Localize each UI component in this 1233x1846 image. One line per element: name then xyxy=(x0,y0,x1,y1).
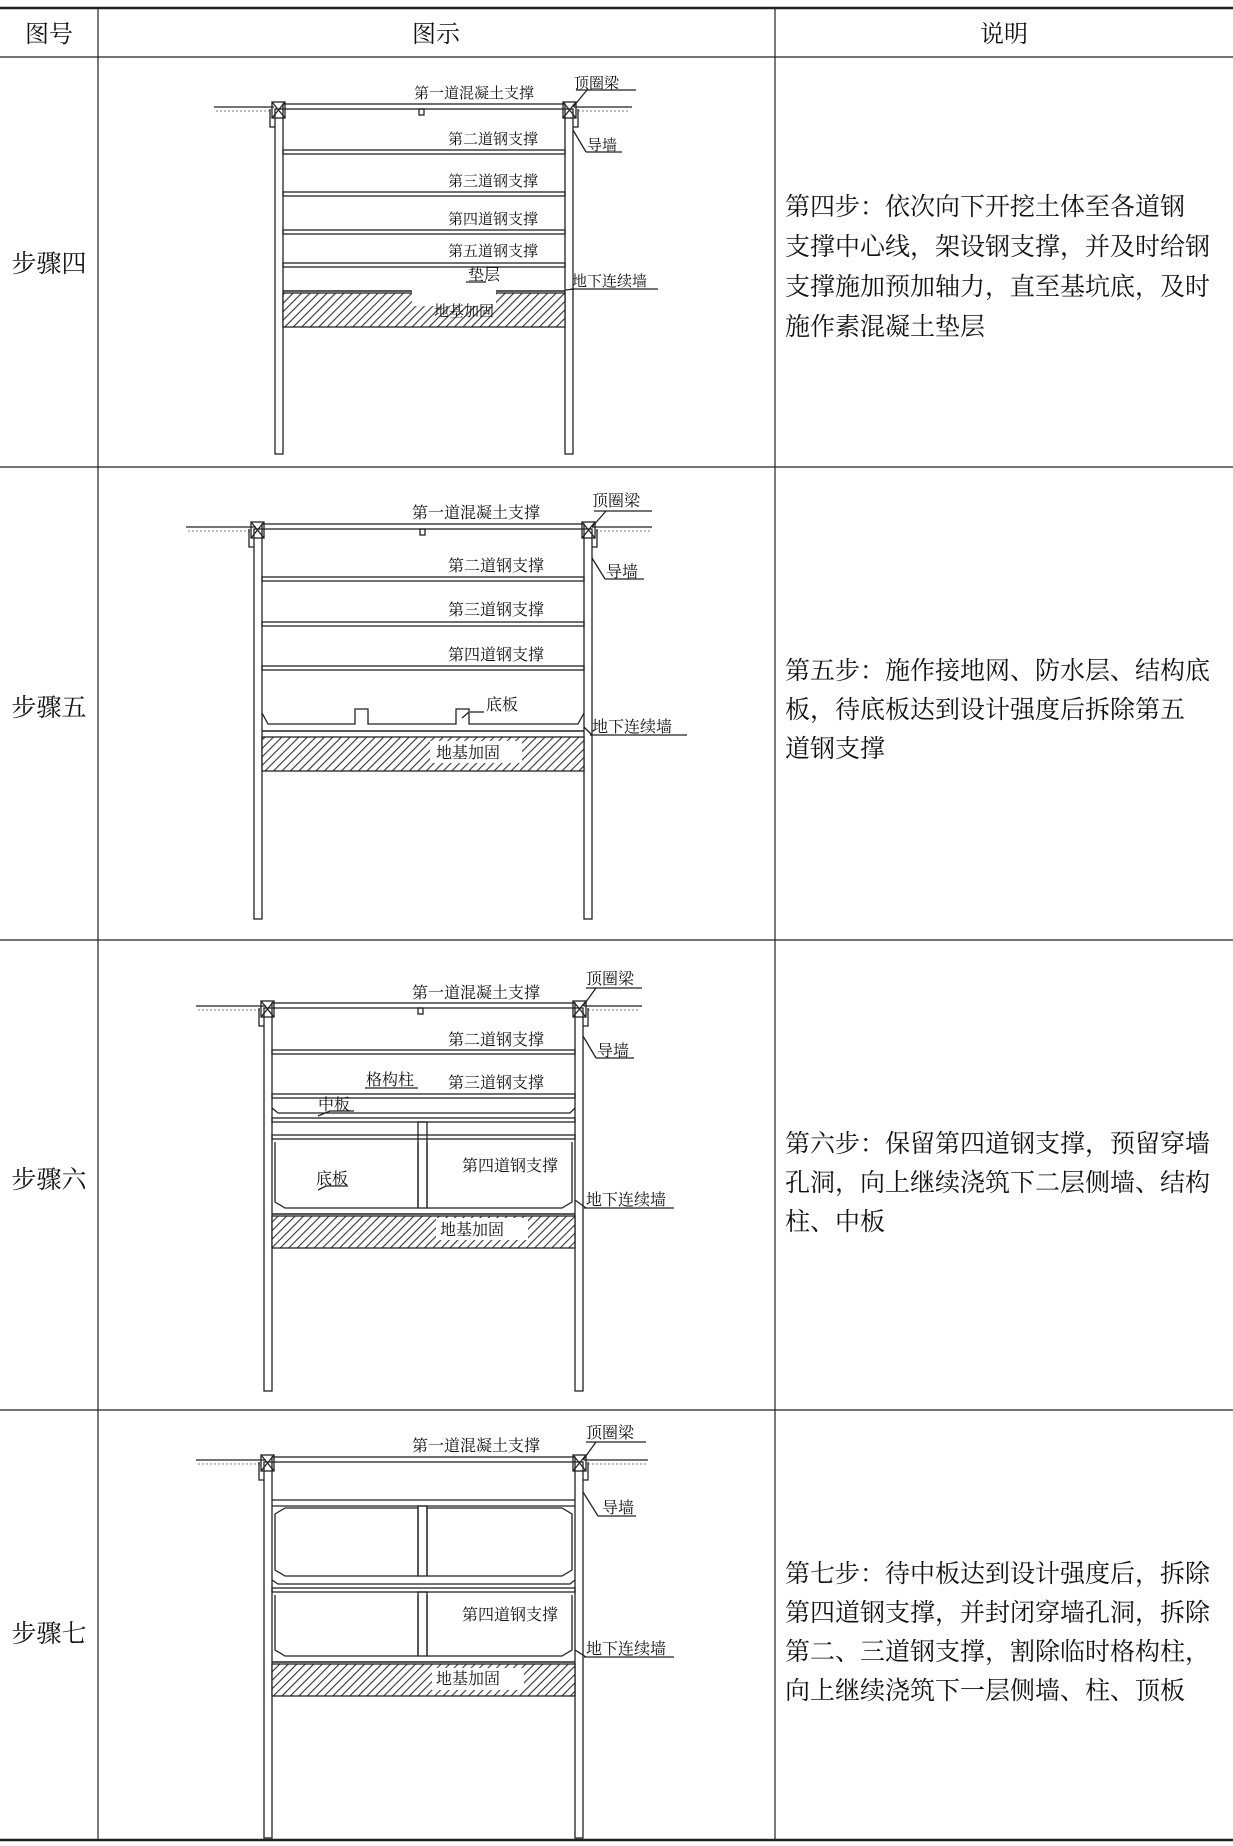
leader-line xyxy=(583,1036,596,1058)
desc-line: 道钢支撑 xyxy=(785,734,886,763)
table-header xyxy=(25,20,1028,48)
leader-line xyxy=(462,712,469,718)
steel-strut-2 xyxy=(262,577,584,581)
label-guide-wall: 导墙 xyxy=(587,136,618,154)
label-diaphragm-wall: 地下连续墙 xyxy=(586,1190,667,1209)
label-guide-wall: 导墙 xyxy=(606,562,639,581)
description-step-5 xyxy=(785,656,1210,763)
label-strut-3: 第三道钢支撑 xyxy=(448,1073,545,1092)
diagram-step-5-labels xyxy=(412,491,672,763)
label-ring-beam: 顶圈梁 xyxy=(592,491,641,510)
description-step-7 xyxy=(785,1559,1211,1705)
steel-strut-4 xyxy=(262,666,584,670)
desc-line: 第五步：施作接地网、防水层、结构底 xyxy=(785,656,1211,685)
desc-line: 支撑施加预加轴力，直至基坑底，及时 xyxy=(785,272,1211,301)
label-diaphragm-wall: 地下连续墙 xyxy=(586,1639,667,1658)
upper-cell-left xyxy=(275,1508,418,1576)
label-strut-1: 第一道混凝土支撑 xyxy=(412,983,541,1002)
steel-strut-2 xyxy=(283,150,565,154)
steel-strut-4 xyxy=(272,1135,575,1139)
label-strut-5: 第五道钢支撑 xyxy=(448,242,539,260)
desc-line: 施作素混凝土垫层 xyxy=(785,312,986,341)
concrete-strut-1 xyxy=(283,104,565,109)
label-ring-beam: 顶圈梁 xyxy=(574,74,620,92)
label-strut-2: 第二道钢支撑 xyxy=(448,1030,545,1049)
label-foundation: 地基加固 xyxy=(436,1669,501,1688)
desc-line: 第二、三道钢支撑，割除临时格构柱， xyxy=(785,1637,1211,1666)
structural-column-lower xyxy=(418,1592,427,1656)
desc-line: 第七步：待中板达到设计强度后，拆除 xyxy=(785,1559,1211,1588)
label-strut-2: 第二道钢支撑 xyxy=(448,130,539,148)
label-guide-wall: 导墙 xyxy=(602,1498,635,1517)
desc-line: 第六步：保留第四道钢支撑，预留穿墙 xyxy=(785,1129,1211,1158)
base-slab xyxy=(262,709,584,724)
header-description: 说明 xyxy=(980,20,1028,48)
desc-line: 第四步：依次向下开挖土体至各道钢 xyxy=(785,192,1186,221)
diagram-step-7-labels xyxy=(412,1423,666,1690)
structural-column-upper xyxy=(418,1506,427,1576)
header-figure-no: 图号 xyxy=(25,20,73,48)
description-step-6 xyxy=(785,1129,1210,1236)
lower-cell-left xyxy=(275,1595,418,1656)
step-label-6: 步骤六 xyxy=(11,1165,87,1194)
lower-cell-right xyxy=(427,1142,572,1208)
step-label-5: 步骤五 xyxy=(11,693,87,722)
desc-line: 孔洞，向上继续浇筑下二层侧墙、结构 xyxy=(785,1168,1211,1197)
label-strut-4: 第四道钢支撑 xyxy=(448,645,545,664)
leader-line xyxy=(573,90,587,107)
label-ring-beam: 顶圈梁 xyxy=(586,969,635,988)
leader-line xyxy=(592,558,605,579)
label-diaphragm-wall: 地下连续墙 xyxy=(572,272,648,290)
label-strut-4: 第四道钢支撑 xyxy=(462,1605,559,1624)
label-foundation: 地基加固 xyxy=(440,1220,505,1239)
steel-strut-2 xyxy=(272,1050,575,1054)
middle-slab-top xyxy=(272,1580,575,1584)
diaphragm-wall-left xyxy=(275,109,283,454)
label-strut-3: 第三道钢支撑 xyxy=(448,172,539,190)
label-ring-beam: 顶圈梁 xyxy=(586,1423,635,1442)
label-lattice-column: 格构柱 xyxy=(366,1070,415,1089)
label-foundation: 地基加固 xyxy=(434,302,495,320)
label-strut-2: 第二道钢支撑 xyxy=(448,556,545,575)
label-strut-1: 第一道混凝土支撑 xyxy=(412,1436,541,1455)
label-strut-1: 第一道混凝土支撑 xyxy=(412,503,541,522)
steel-strut-3 xyxy=(283,192,565,196)
desc-line: 支撑中心线，架设钢支撑，并及时给钢 xyxy=(785,232,1211,261)
step-label-4: 步骤四 xyxy=(11,249,87,278)
leader-line xyxy=(583,1442,596,1460)
diaphragm-wall-right xyxy=(575,1008,583,1391)
concrete-strut-1 xyxy=(272,1003,575,1008)
concrete-strut-1 xyxy=(272,1457,575,1462)
label-middle-slab: 中板 xyxy=(318,1095,351,1114)
label-diaphragm-wall: 地下连续墙 xyxy=(592,717,673,736)
label-base-slab: 底板 xyxy=(316,1169,349,1188)
label-strut-4: 第四道钢支撑 xyxy=(448,210,539,228)
strut-support xyxy=(418,1008,423,1014)
upper-cell-right xyxy=(427,1508,572,1576)
label-strut-1: 第一道混凝土支撑 xyxy=(414,84,535,102)
label-cushion: 垫层 xyxy=(468,265,501,284)
leader-line xyxy=(575,1200,586,1208)
leader-line xyxy=(592,511,606,527)
diaphragm-wall-right xyxy=(584,529,592,919)
desc-line: 向上继续浇筑下一层侧墙、柱、顶板 xyxy=(785,1676,1186,1705)
description-step-4 xyxy=(785,192,1210,341)
diaphragm-wall-left xyxy=(264,1462,272,1838)
header-diagram: 图示 xyxy=(412,20,460,48)
label-foundation: 地基加固 xyxy=(436,743,501,762)
leader-line xyxy=(584,727,592,735)
steel-strut-3 xyxy=(262,622,584,626)
foundation-reinforcement xyxy=(262,737,584,771)
steel-strut-4 xyxy=(283,230,565,234)
steel-strut-5 xyxy=(283,263,565,267)
strut-support xyxy=(420,529,425,535)
desc-line: 柱、中板 xyxy=(785,1207,886,1236)
leader-line xyxy=(583,1492,598,1516)
strut-support xyxy=(419,109,424,115)
label-strut-4: 第四道钢支撑 xyxy=(462,1156,559,1175)
diaphragm-wall-left xyxy=(254,529,262,919)
desc-line: 第四道钢支撑，并封闭穿墙孔洞，拆除 xyxy=(785,1598,1211,1627)
leader-line xyxy=(575,1650,586,1657)
label-strut-3: 第三道钢支撑 xyxy=(448,600,545,619)
diaphragm-wall-left xyxy=(264,1008,272,1391)
concrete-strut-1 xyxy=(262,524,584,529)
leader-line xyxy=(583,988,596,1006)
foundation-reinforcement xyxy=(272,1664,575,1696)
step-label-7: 步骤七 xyxy=(11,1619,87,1648)
foundation-reinforcement xyxy=(272,1216,575,1248)
label-guide-wall: 导墙 xyxy=(597,1041,630,1060)
label-base-slab: 底板 xyxy=(486,695,519,714)
desc-line: 板，待底板达到设计强度后拆除第五 xyxy=(785,695,1186,724)
leader-line xyxy=(573,130,586,152)
